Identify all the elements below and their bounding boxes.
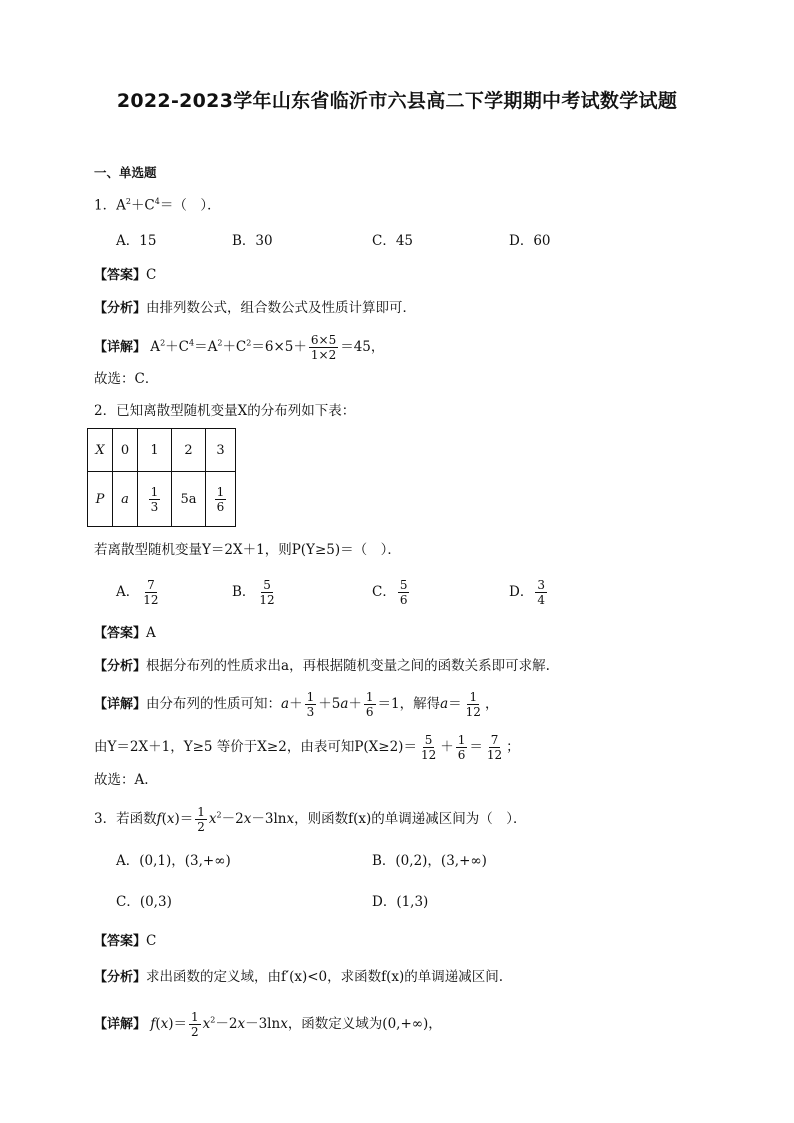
- q2-question: 若离散型随机变量Y＝2X＋1，则P(Y≥5)＝（ ）．: [94, 542, 401, 558]
- q2-option-d: D． $\frac{3}{4}$: [509, 578, 545, 607]
- q3-stem: 3．若函数f(x)＝ $\frac{1}{2}$ $x^2-2x-3\ln x$，则函数f(x)的单调递减区间为（ ）．: [94, 805, 527, 834]
- table-row: [88, 429, 236, 472]
- q1-detail-result: ＝45，: [340, 339, 385, 355]
- q1-conclusion: 故选：C．: [94, 371, 159, 387]
- q1-answer-value: C: [146, 267, 157, 283]
- q3-answer: [94, 931, 156, 952]
- q1-detail: 【详解】 $A^2+C^4=A^2+C^2=6\times 5+$ $\frac{6\times 5}{1\times 2}$ ＝45，: [94, 333, 385, 362]
- q2-conclusion: 故选：A.: [94, 772, 149, 788]
- q1-option-d: D．60: [509, 233, 551, 249]
- table-cell: $\frac{1}{6}$: [206, 472, 236, 527]
- detail-tag: 【详解】: [94, 697, 147, 712]
- q1-stem: 1．$A^2+C^4=$（ ）．: [94, 197, 221, 214]
- table-cell: X: [88, 429, 113, 472]
- detail-tag: 【详解】: [94, 1017, 147, 1032]
- q3-option-a: A．(0,1)，(3,+∞): [116, 853, 231, 869]
- q2-answer-value: A: [146, 625, 156, 641]
- table-cell: $\frac{1}{3}$: [138, 472, 172, 527]
- answer-tag: 【答案】: [94, 626, 147, 641]
- table-cell: 2: [172, 429, 206, 472]
- answer-tag: 【答案】: [94, 268, 147, 283]
- q1-option-a: A．15: [116, 233, 157, 249]
- q1-number: 1．: [94, 197, 117, 214]
- q1-analysis: [94, 298, 416, 319]
- table-cell: 5a: [172, 472, 206, 527]
- q2-stem: 2．已知离散型随机变量X的分布列如下表：: [94, 403, 356, 419]
- q3-analysis: [94, 967, 503, 988]
- table-cell: 1: [138, 429, 172, 472]
- page-title: 2022-2023学年山东省临沂市六县高二下学期期中考试数学试题: [116, 90, 678, 112]
- q2-option-c: C． $\frac{5}{6}$: [372, 578, 408, 607]
- q1-analysis-text: 由排列数公式，组合数公式及性质计算即可．: [146, 300, 417, 316]
- q3-answer-value: C: [146, 933, 157, 949]
- q2-option-b: B． $\frac{5}{12}$: [232, 578, 275, 607]
- analysis-tag: 【分析】: [94, 659, 147, 674]
- q3-detail: 【详解】 f(x)＝ $\frac{1}{2}$ $x^2-2x-3\ln x$，函数定义域为(0,+∞)，: [94, 1010, 442, 1039]
- q2-analysis-text: 根据分布列的性质求出a，再根据随机变量之间的函数关系即可求解.: [146, 658, 550, 674]
- distribution-table: [87, 428, 236, 527]
- q3-option-d: D．(1,3): [372, 894, 429, 910]
- q2-detail: 【详解】由分布列的性质可知：a＋ $\frac{1}{3}$ ＋5a＋ $\frac{1}{6}$ ＝1，解得a＝ $\frac{1}{12}$ ，: [94, 690, 499, 719]
- q1-answer: [94, 265, 156, 286]
- q1-stem-tail: ＝（ ）．: [159, 197, 221, 214]
- answer-tag: 【答案】: [94, 934, 147, 949]
- q2-detail-line2: 由Y＝2X＋1，Y≥5 等价于X≥2，由表可知P(X≥2)＝ $\frac{5}{12}$ ＋ $\frac{1}{6}$ ＝ $\frac{7}{12}$ ；: [94, 733, 520, 762]
- analysis-tag: 【分析】: [94, 970, 147, 985]
- q3-option-c: C．(0,3): [116, 894, 172, 910]
- q2-answer: [94, 623, 156, 644]
- table-cell: a: [113, 472, 138, 527]
- table-cell: 0: [113, 429, 138, 472]
- detail-tag: 【详解】: [94, 340, 147, 355]
- table-cell: P: [88, 472, 113, 527]
- q2-analysis: [94, 656, 550, 677]
- q1-option-c: C．45: [372, 233, 414, 249]
- q3-option-b: B．(0,2)，(3,+∞): [372, 853, 487, 869]
- q2-option-a: A． $\frac{7}{12}$: [116, 578, 159, 607]
- fraction: $\frac{6\times 5}{1\times 2}$: [310, 333, 337, 362]
- q3-analysis-text: 求出函数的定义域，由f′(x)<0，求函数f(x)的单调递减区间.: [146, 969, 504, 985]
- q1-option-b: B．30: [232, 233, 273, 249]
- table-cell: 3: [206, 429, 236, 472]
- analysis-tag: 【分析】: [94, 301, 147, 316]
- section-heading: 一、单选题: [94, 165, 157, 180]
- table-row: [88, 472, 236, 527]
